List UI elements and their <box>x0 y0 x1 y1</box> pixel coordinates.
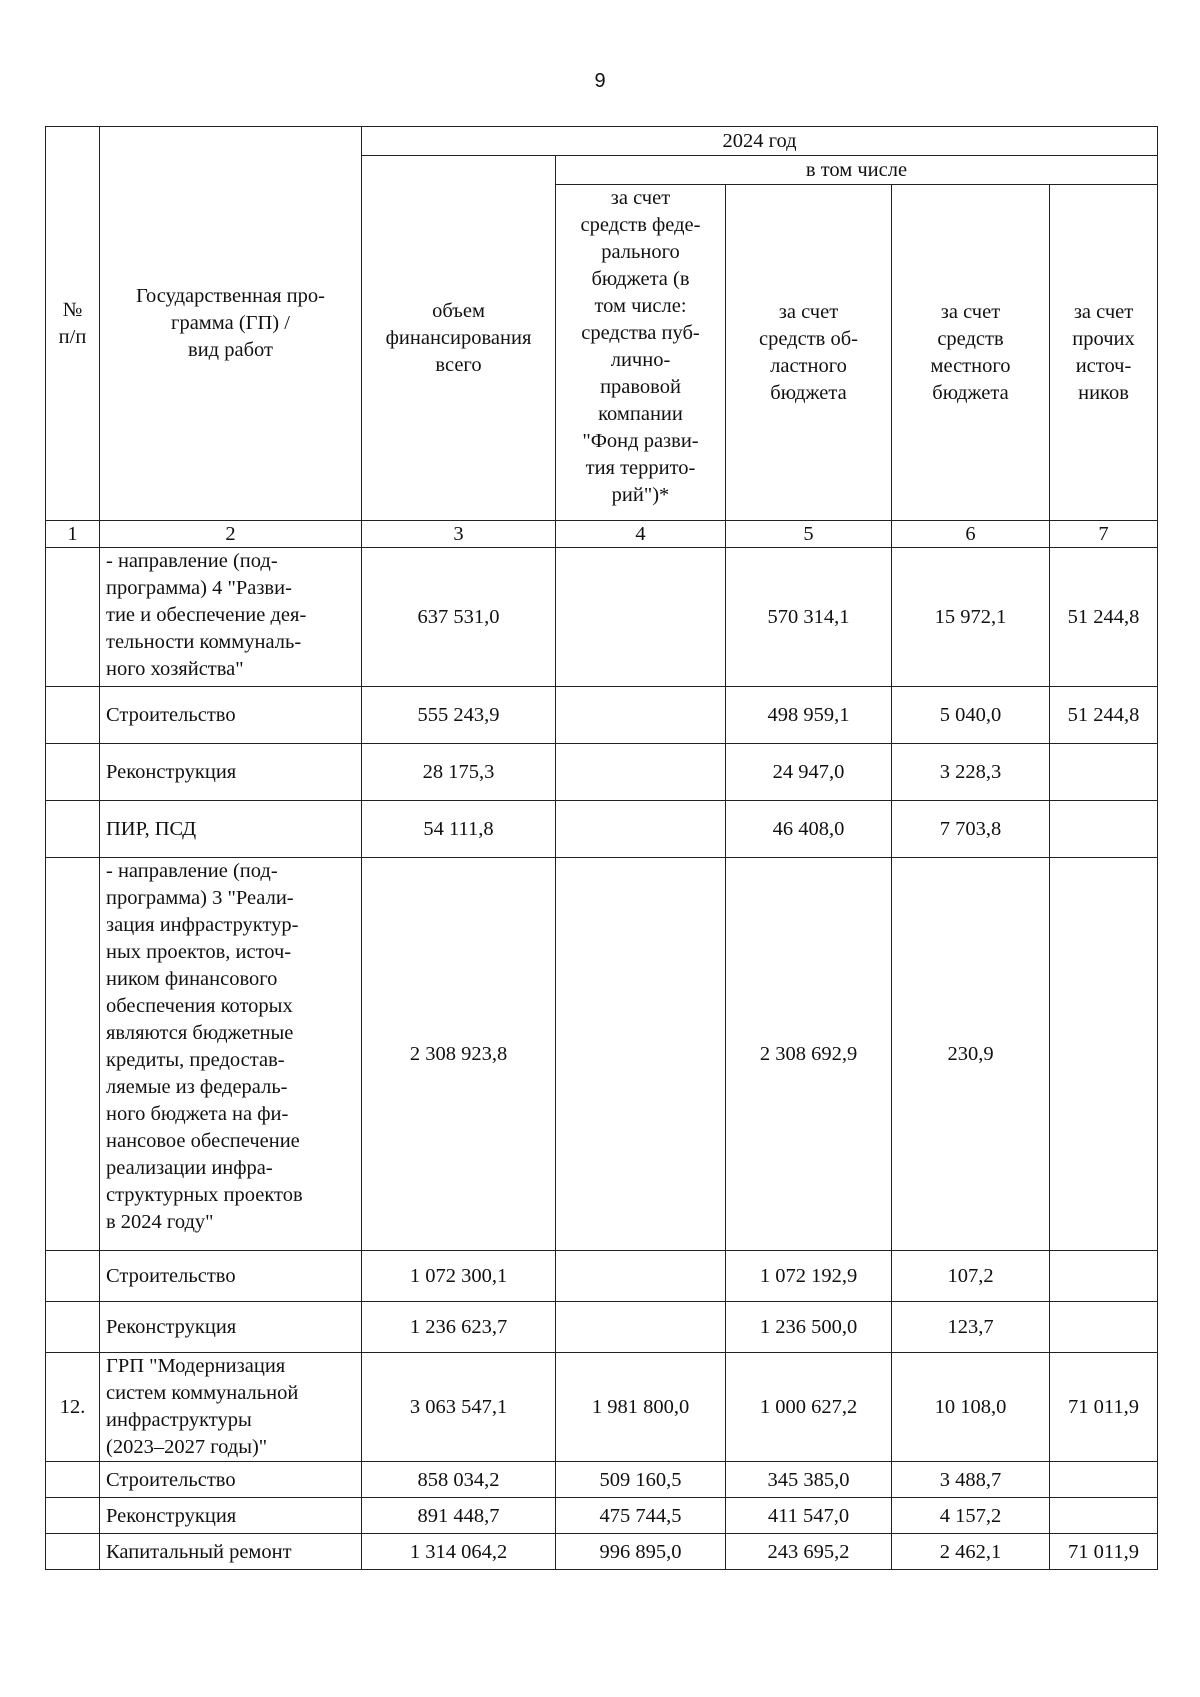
row-number <box>46 548 100 687</box>
row-number <box>46 1302 100 1353</box>
row-number <box>46 744 100 801</box>
header-year: 2024 год <box>362 127 1158 156</box>
row-number <box>46 1498 100 1534</box>
row-local: 4 157,2 <box>892 1498 1050 1534</box>
row-local: 123,7 <box>892 1302 1050 1353</box>
table-row <box>46 1302 1158 1353</box>
header-col-federal: за счет средств феде- рального бюджета (в том числе: средства пуб- лично- правовой компании "Фонд разви- тия террито- рий")* <box>556 185 726 521</box>
row-regional: 345 385,0 <box>726 1462 892 1498</box>
row-regional: 411 547,0 <box>726 1498 892 1534</box>
column-number: 5 <box>726 521 892 548</box>
row-name: Капитальный ремонт <box>100 1534 362 1570</box>
row-number <box>46 687 100 744</box>
header-including: в том числе <box>556 156 1158 185</box>
header-col-other: за счет прочих источ- ников <box>1050 185 1158 521</box>
row-name: Строительство <box>100 687 362 744</box>
header-col-local: за счет средств местного бюджета <box>892 185 1050 521</box>
table-row <box>46 801 1158 858</box>
row-name: - направление (под- программа) 3 "Реали- зация инфраструктур- ных проектов, источ- ником финансового обеспечения которых являются бюджетные кредиты, предостав- ляемые из федераль- ного бюджета на фи- нансовое обеспечение реализации инфра- структурных проектов в 2024 году" <box>100 858 362 1251</box>
column-number: 4 <box>556 521 726 548</box>
row-federal <box>556 687 726 744</box>
row-other: 51 244,8 <box>1050 687 1158 744</box>
row-name: Строительство <box>100 1462 362 1498</box>
column-number: 3 <box>362 521 556 548</box>
row-local: 5 040,0 <box>892 687 1050 744</box>
row-other <box>1050 1302 1158 1353</box>
row-total: 1 072 300,1 <box>362 1251 556 1302</box>
row-total: 1 236 623,7 <box>362 1302 556 1353</box>
header-col-program: Государственная про- грамма (ГП) / вид работ <box>100 127 362 521</box>
row-name: ГРП "Модернизация систем коммунальной инфраструктуры (2023–2027 годы)" <box>100 1353 362 1462</box>
row-total: 858 034,2 <box>362 1462 556 1498</box>
row-regional: 46 408,0 <box>726 801 892 858</box>
row-regional: 24 947,0 <box>726 744 892 801</box>
row-local: 3 488,7 <box>892 1462 1050 1498</box>
row-other <box>1050 801 1158 858</box>
row-other: 71 011,9 <box>1050 1534 1158 1570</box>
row-name: - направление (под- программа) 4 "Разви- тие и обеспечение дея- тельности коммуналь- ного хозяйства" <box>100 548 362 687</box>
row-total: 54 111,8 <box>362 801 556 858</box>
row-regional: 1 236 500,0 <box>726 1302 892 1353</box>
row-number: 12. <box>46 1353 100 1462</box>
row-local: 230,9 <box>892 858 1050 1251</box>
row-other: 71 011,9 <box>1050 1353 1158 1462</box>
table-row <box>46 1534 1158 1570</box>
row-other <box>1050 1251 1158 1302</box>
table-row <box>46 548 1158 687</box>
row-local: 15 972,1 <box>892 548 1050 687</box>
financing-table <box>45 126 1158 1570</box>
table-row <box>46 687 1158 744</box>
row-regional: 570 314,1 <box>726 548 892 687</box>
row-federal <box>556 1251 726 1302</box>
row-regional: 243 695,2 <box>726 1534 892 1570</box>
row-other: 51 244,8 <box>1050 548 1158 687</box>
row-federal: 996 895,0 <box>556 1534 726 1570</box>
table-row <box>46 1251 1158 1302</box>
table-row <box>46 1353 1158 1462</box>
column-number: 2 <box>100 521 362 548</box>
header-col-regional: за счет средств об- ластного бюджета <box>726 185 892 521</box>
column-number-row <box>46 521 1158 548</box>
header-col-number: № п/п <box>46 127 100 521</box>
row-total: 555 243,9 <box>362 687 556 744</box>
row-local: 3 228,3 <box>892 744 1050 801</box>
row-federal: 509 160,5 <box>556 1462 726 1498</box>
row-local: 2 462,1 <box>892 1534 1050 1570</box>
row-total: 1 314 064,2 <box>362 1534 556 1570</box>
row-name: Реконструкция <box>100 744 362 801</box>
row-other <box>1050 1498 1158 1534</box>
row-number <box>46 1251 100 1302</box>
row-other <box>1050 858 1158 1251</box>
row-number <box>46 1462 100 1498</box>
row-local: 7 703,8 <box>892 801 1050 858</box>
row-number <box>46 1534 100 1570</box>
column-number: 7 <box>1050 521 1158 548</box>
row-federal <box>556 801 726 858</box>
row-federal: 475 744,5 <box>556 1498 726 1534</box>
table-row <box>46 1498 1158 1534</box>
table-row <box>46 744 1158 801</box>
row-name: Строительство <box>100 1251 362 1302</box>
row-regional: 1 000 627,2 <box>726 1353 892 1462</box>
row-local: 10 108,0 <box>892 1353 1050 1462</box>
row-total: 2 308 923,8 <box>362 858 556 1251</box>
row-number <box>46 858 100 1251</box>
row-name: Реконструкция <box>100 1498 362 1534</box>
header-col-total: объем финансирования всего <box>362 156 556 521</box>
row-total: 637 531,0 <box>362 548 556 687</box>
row-total: 3 063 547,1 <box>362 1353 556 1462</box>
column-number: 1 <box>46 521 100 548</box>
row-federal <box>556 744 726 801</box>
row-federal <box>556 1302 726 1353</box>
row-federal <box>556 548 726 687</box>
row-total: 891 448,7 <box>362 1498 556 1534</box>
row-federal: 1 981 800,0 <box>556 1353 726 1462</box>
row-name: Реконструкция <box>100 1302 362 1353</box>
row-name: ПИР, ПСД <box>100 801 362 858</box>
row-other <box>1050 744 1158 801</box>
page-number: 9 <box>594 70 606 92</box>
row-other <box>1050 1462 1158 1498</box>
table-row <box>46 858 1158 1251</box>
column-number: 6 <box>892 521 1050 548</box>
row-federal <box>556 858 726 1251</box>
row-number <box>46 801 100 858</box>
row-total: 28 175,3 <box>362 744 556 801</box>
row-regional: 1 072 192,9 <box>726 1251 892 1302</box>
row-regional: 2 308 692,9 <box>726 858 892 1251</box>
row-regional: 498 959,1 <box>726 687 892 744</box>
table-row <box>46 1462 1158 1498</box>
row-local: 107,2 <box>892 1251 1050 1302</box>
